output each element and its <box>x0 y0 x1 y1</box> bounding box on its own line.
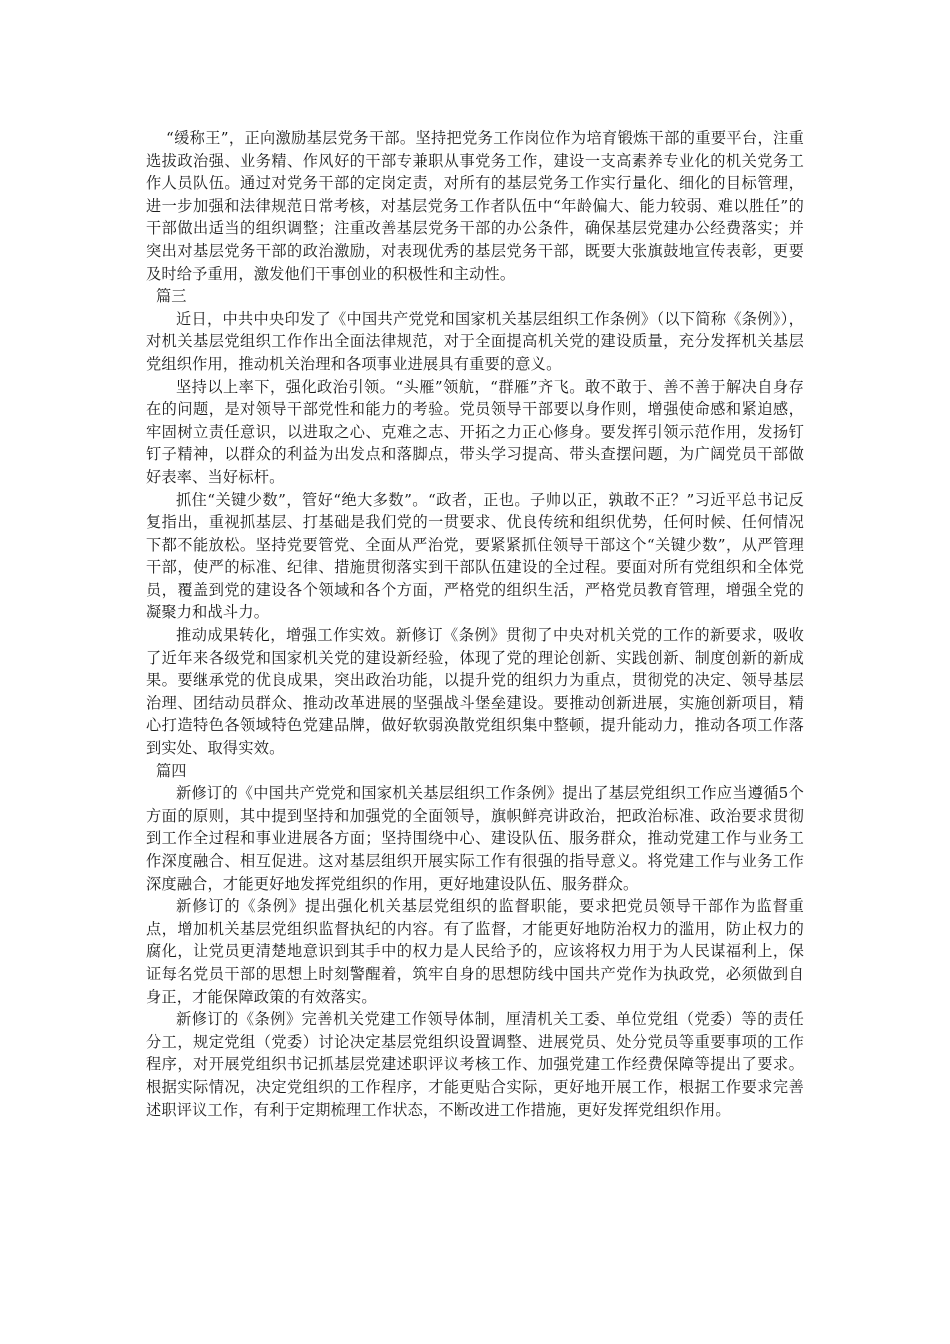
paragraph-intro: “缓称王”，正向激励基层党务干部。坚持把党务工作岗位作为培育锻炼干部的重要平台，注重选拔政治强、业务精、作风好的干部专兼职从事党务工作，建设一支高素养专业化的机关党务工作人员队伍。通过对党务干部的定岗定责，对所有的基层党务工作实行量化、细化的目标管理，进一步加强和法律规范日常考核，对基层党务工作者队伍中“年龄偏大、能力较弱、难以胜任”的干部做出适当的组织调整；注重改善基层党务干部的办公条件，确保基层党建办公经费落实；并突出对基层党务干部的政治激励，对表现优秀的基层党务干部，既要大张旗鼓地宣传表彰，更要及时给予重用，激发他们干事创业的积极性和主动性。 <box>146 129 804 283</box>
section-heading-4: 篇四 <box>156 761 187 780</box>
paragraph: 近日，中共中央印发了《中国共产党党和国家机关基层组织工作条例》（以下简称《条例》），对机关基层党组织工作作出全面法律规范，对于全面提高机关党的建设质量，充分发挥机关基层党组织作用，推动机关治理和各项事业进展具有重要的意义。 <box>146 309 804 373</box>
paragraph: 抓住“关键少数”，管好“绝大多数”。“政者，正也。子帅以正，孰敢不正？”习近平总书记反复指出，重视抓基层、打基础是我们党的一贯要求、优良传统和组织优势，任何时候、任何情况下都不能放松。坚持党要管党、全面从严治党，要紧紧抓住领导干部这个“关键少数”，从严管理干部，使严的标准、纪律、措施贯彻落实到干部队伍建设的全过程。要面对所有党组织和全体党员，覆盖到党的建设各个领域和各个方面，严格党的组织生活，严格党员教育管理，增强全党的凝聚力和战斗力。 <box>146 490 804 622</box>
paragraph: 新修订的《中国共产党党和国家机关基层组织工作条例》提出了基层党组织工作应当遵循5个方面的原则，其中提到坚持和加强党的全面领导，旗帜鲜亮讲政治，把政治标准、政治要求贯彻到工作全过程和事业进展各方面；坚持围绕中心、建设队伍、服务群众，推动党建工作与业务工作深度融合、相互促进。这对基层组织开展实际工作有很强的指导意义。将党建工作与业务工作深度融合，才能更好地发挥党组织的作用，更好地建设队伍、服务群众。 <box>146 784 804 893</box>
paragraph: 坚持以上率下，强化政治引领。“头雁”领航，“群雁”齐飞。敢不敢于、善不善于解决自身存在的问题，是对领导干部党性和能力的考验。党员领导干部要以身作则，增强使命感和紧迫感，牢固树立责任意识，以进取之心、克难之志、开拓之力正心修身。要发挥引领示范作用，发扬钉钉子精神，以群众的利益为出发点和落脚点，带头学习提高、带头查摆问题，为广阔党员干部做好表率、当好标杆。 <box>146 377 804 486</box>
paragraph: 推动成果转化，增强工作实效。新修订《条例》贯彻了中央对机关党的工作的新要求，吸收了近年来各级党和国家机关党的建设新经验，体现了党的理论创新、实践创新、制度创新的新成果。要继承党的优良成果，突出政治功能，以提升党的组织力为重点，贯彻党的决定、领导基层治理、团结动员群众、推动改革进展的坚强战斗堡垒建设。要推动创新进展，实施创新项目，精心打造特色各领域特色党建品牌，做好软弱涣散党组织集中整顿，提升能动力，推动各项工作落到实处、取得实效。 <box>146 626 804 758</box>
section-heading-3: 篇三 <box>156 287 187 306</box>
document-page <box>146 127 804 1121</box>
paragraph: 新修订的《条例》提出强化机关基层党组织的监督职能，要求把党员领导干部作为监督重点，增加机关基层党组织监督执纪的内容。有了监督，才能更好地防治权力的滥用，防止权力的腐化，让党员更清楚地意识到其手中的权力是人民给予的，应该将权力用于为人民谋福利上，保证每名党员干部的思想上时刻警醒着，筑牢自身的思想防线中国共产党作为执政党，必须做到自身正，才能保障政策的有效落实。 <box>146 897 804 1006</box>
paragraph: 新修订的《条例》完善机关党建工作领导体制，厘清机关工委、单位党组（党委）等的责任分工，规定党组（党委）讨论决定基层党组织设置调整、进展党员、处分党员等重要事项的工作程序，对开展党组织书记抓基层党建述职评议考核工作、加强党建工作经费保障等提出了要求。根据实际情况，决定党组织的工作程序，才能更贴合实际，更好地开展工作，根据工作要求完善述职评议工作，有利于定期梳理工作状态，不断改进工作措施，更好发挥党组织作用。 <box>146 1010 804 1119</box>
